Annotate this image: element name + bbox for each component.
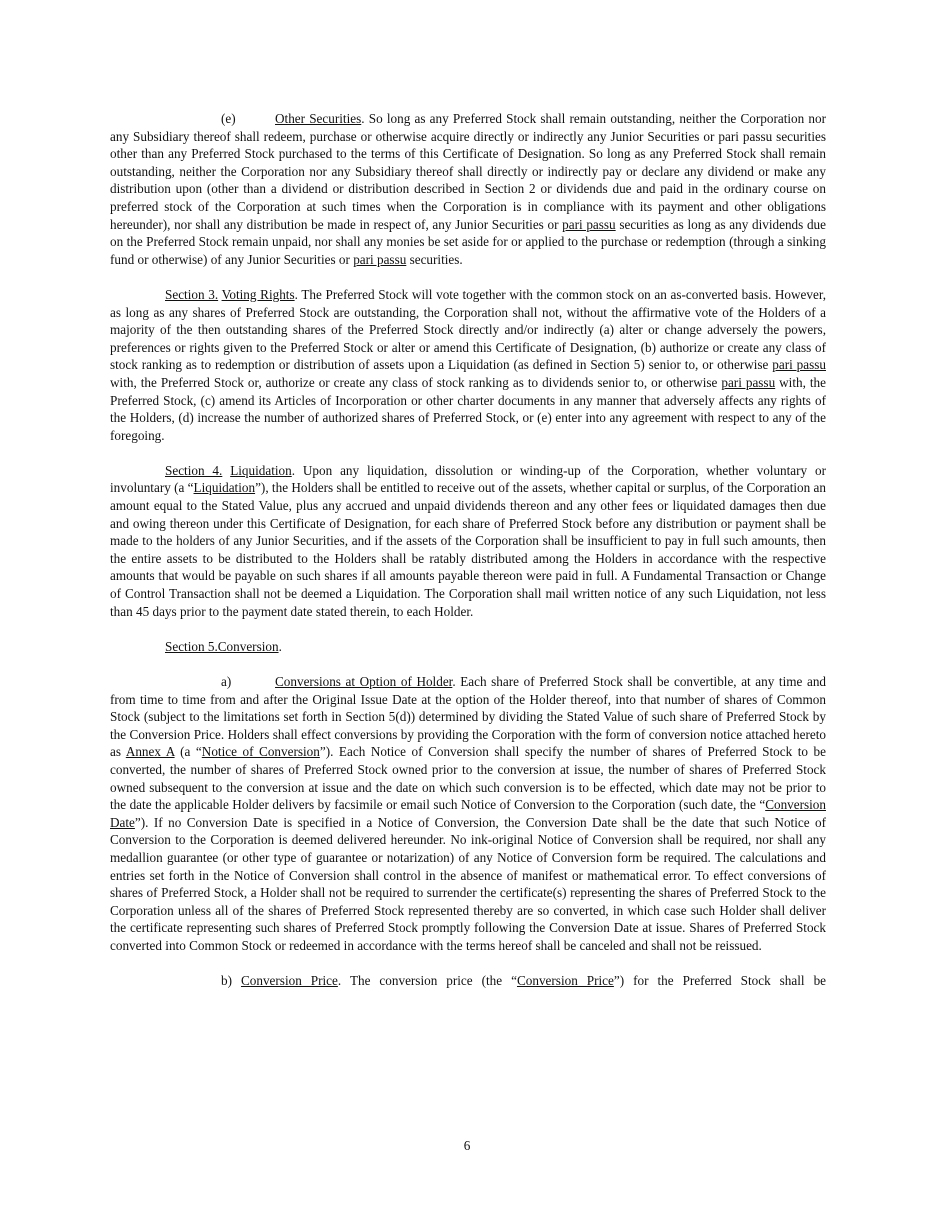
text-segment: (a “ — [174, 744, 202, 760]
text-segment: . The conversion price (the “ — [337, 973, 517, 989]
document-page — [110, 110, 826, 1007]
text-segment: . So long as any Preferred Stock shall remain outstanding, neither the Corporation nor any Subsidiary thereof shall redeem, purchase or otherwise acquire directly or indirectly any Junior Securities or pari passu securities other than any Preferred Stock purchased to the terms of this Certificate of Designation. So long as any Preferred Stock shall remain outstanding, neither the Corporation nor any Subsidiary thereof shall directly or indirectly pay or declare any dividend or make any distribution upon (other than a dividend or distribution described in Section 2 or dividends due and paid in the ordinary course on preferred stock of the Corporation at such times when the Corporation is in compliance with its payment and other obligations hereunder), nor shall any distribution be made in respect of, any Junior Securities or — [110, 111, 826, 232]
text-segment: . — [278, 638, 282, 654]
paragraph-section-3 — [110, 286, 826, 444]
text-segment: with, the Preferred Stock or, authorize or create any class of stock ranking as to dividends senior to, or otherwise — [110, 374, 722, 390]
underlined-term: Conversion Date — [110, 797, 826, 830]
underlined-term: pari passu — [721, 374, 776, 390]
page-number: 6 — [463, 1138, 471, 1153]
text-segment: . The Preferred Stock will vote together with the common stock on an as-converted basis. However, as long as any shares of Preferred Stock are outstanding, the Corporation shall not, without the affirmative vote of the Holders of a majority of the then outstanding shares of the Preferred Stock directly and/or indirectly (a) alter or change adversely the powers, preferences or rights given to the Preferred Stock or alter or amend this Certificate of Designation, (b) authorize or create any class of stock ranking as to redemption or distribution of assets upon a Liquidation (as defined in Section 5) senior to, or otherwise — [110, 286, 827, 373]
underlined-term: Annex A — [125, 744, 175, 760]
text-segment: . Each share of Preferred Stock shall be convertible, at any time and from time to time from and after the Original Issue Date at the option of the Holder thereof, into that number of shares of Common Stock (subject to the limitations set forth in Section 5(d)) determined by dividing the Stated Value of such share of Preferred Stock by the Conversion Price. Holders shall effect conversions by providing the Corporation with the form of conversion notice attached hereto as — [110, 674, 827, 760]
text-segment: ”). If no Conversion Date is specified in a Notice of Conversion, the Conversion Date shall be the date that such Notice of Conversion to the Corporation is deemed delivered hereunder. No ink-original Notice of Conversion shall be required, nor shall any medallion guarantee (or other type of guarantee or notarization) of any Notice of Conversion form be required. The calculations and entries set forth in the Notice of Conversion shall control in the absence of manifest or mathematical error. To effect conversions of shares of Preferred Stock, a Holder shall not be required to surrender the certificate(s) representing the shares of Preferred Stock to the Corporation unless all of the shares of Preferred Stock represented thereby are so converted, in which case such Holder shall deliver the certificate representing such shares of Preferred Stock promptly following the Conversion Date at issue. Shares of Preferred Stock converted into Common Stock or redeemed in accordance with the terms hereof shall be canceled and shall not be reissued. — [110, 814, 826, 953]
paragraph-conversion-price — [110, 972, 826, 990]
paragraph-label: a) — [221, 674, 232, 689]
text-segment: ”), the Holders shall be entitled to receive out of the assets, whether capital or surplus, of the Corporation an amount equal to the Stated Value, plus any accrued and unpaid dividends thereon and any other fees or liquidated damages then due and owing thereon under this Certificate of Designation, for each share of Preferred Stock before any distribution or payment shall be made to the holders of any Junior Securities, and if the assets of the Corporation shall be insufficient to pay in full such amounts, then the entire assets to be distributed to the Holders shall be ratably distributed among the Holders in accordance with the respective amounts that would be payable on such shares if all amounts payable thereon were paid in full. A Fundamental Transaction or Change of Control Transaction shall not be deemed a Liquidation. The Corporation shall mail written notice of any such Liquidation, not less than 45 days prior to the payment date stated therein, to each Holder. — [110, 480, 826, 619]
text-segment: securities as long as any dividends due on the Preferred Stock remain unpaid, nor shall any monies be set aside for or applied to the purchase or redemption (through a sinking fund or otherwise) of any Junior Securities or — [110, 216, 826, 267]
text-segment: securities. — [406, 251, 463, 267]
underlined-term: Conversion Price — [516, 973, 614, 989]
paragraph-section-4 — [110, 462, 826, 620]
text-segment — [222, 463, 230, 478]
underlined-term: Liquidation — [193, 480, 256, 496]
text-segment: ”) for the Preferred Stock shall be — [613, 973, 827, 989]
underlined-term: Liquidation — [230, 462, 292, 478]
underlined-term: Voting Rights — [221, 286, 295, 302]
paragraph-conversions-at-option — [110, 673, 826, 955]
text-segment: b) — [221, 973, 241, 989]
underlined-term: Conversions at Option of Holder — [275, 674, 453, 689]
paragraph-other-securities — [110, 110, 826, 268]
text-segment: with, the Preferred Stock, (c) amend its Articles of Incorporation or other charter documents in any manner that adversely affects any rights of the Holders, (d) increase the number of authorized shares of Preferred Stock, or (e) enter into any agreement with respect to any of the foregoing. — [110, 374, 827, 443]
underlined-term: Other Securities — [275, 111, 362, 126]
underlined-term: pari passu — [772, 357, 826, 373]
underlined-term: pari passu — [353, 251, 407, 267]
text-segment: ”). Each Notice of Conversion shall specify the number of shares of Preferred Stock to be converted, the number of shares of Preferred Stock owned prior to the conversion at issue, the number of shares of Preferred Stock owned subsequent to the conversion at issue and the date on which such conversion is to be effected, which date may not be prior to the date the applicable Holder delivers by facsimile or email such Notice of Conversion to the Corporation (such date, the “ — [110, 744, 826, 813]
underlined-term: Section 3. — [165, 286, 219, 302]
underlined-term: pari passu — [562, 216, 616, 232]
underlined-term: Notice of Conversion — [201, 744, 320, 760]
text-segment: . Upon any liquidation, dissolution or winding-up of the Corporation, whether voluntary or involuntary (a “ — [110, 462, 826, 496]
underlined-term: Conversion Price — [240, 973, 338, 989]
paragraph-section-5 — [110, 638, 826, 656]
underlined-term: Section 5.Conversion — [165, 638, 279, 654]
paragraph-label: (e) — [221, 111, 236, 126]
underlined-term: Section 4. — [165, 462, 223, 478]
